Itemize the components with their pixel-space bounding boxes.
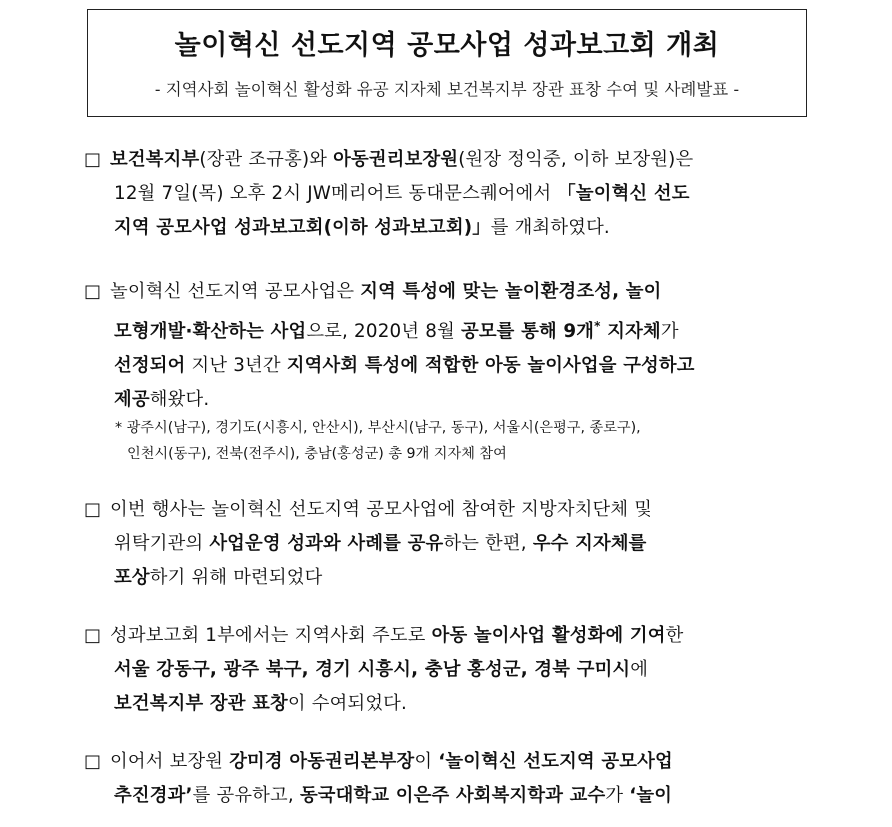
text-run: 아동권리보장원 <box>333 149 459 170</box>
page-title: 놀이혁신 선도지역 공모사업 성과보고회 개최 <box>174 30 720 61</box>
text-run: 추진경과’ <box>114 785 193 806</box>
bullet-box-icon: □ <box>84 625 102 646</box>
text-run: ‘놀이 <box>629 785 673 806</box>
text-run: 이번 행사는 놀이혁신 선도지역 공모사업에 참여한 지방자치단체 및 <box>110 499 653 520</box>
paragraph-line <box>84 687 814 721</box>
text-run: 사업운영 성과와 사례를 공유 <box>209 533 444 554</box>
text-run: 강미경 아동권리본부장 <box>229 751 415 772</box>
text-run: 이 <box>414 751 439 772</box>
paragraph-line <box>84 349 814 383</box>
text-run: 를 공유하고, <box>192 785 300 806</box>
text-run: 지역 특성에 맞는 놀이환경조성, 놀이 <box>360 281 662 302</box>
paragraph-line <box>84 745 814 779</box>
footnote-line: * 광주시(남구), 경기도(시흥시, 안산시), 부산시(남구, 동구), 서울시(은평구, 종로구), <box>115 420 641 436</box>
text-run: 를 개최하였다. <box>490 217 610 238</box>
footnote-line: 인천시(동구), 전북(전주시), 충남(홍성군) 총 9개 지자체 참여 <box>127 446 507 462</box>
paragraph-line <box>84 383 814 417</box>
text-run: 「놀이혁신 선도 <box>557 183 690 204</box>
paragraph-4 <box>84 619 814 721</box>
page-subtitle: - 지역사회 놀이혁신 활성화 유공 지자체 보건복지부 장관 표창 수여 및 사례발표 - <box>154 80 740 99</box>
paragraph-line <box>84 143 814 177</box>
text-run: 하기 위해 마련되었다 <box>149 567 323 588</box>
text-run: 이어서 보장원 <box>110 751 230 772</box>
title-box <box>87 9 807 117</box>
text-run: 12월 7일(목) 오후 2시 JW메리어트 동대문스퀘어에서 <box>114 183 558 204</box>
paragraph-5 <box>84 745 814 813</box>
text-run: 에 <box>630 659 649 680</box>
paragraph-line <box>84 211 814 245</box>
text-run: 아동 놀이사업 활성화에 기여 <box>431 625 666 646</box>
text-run: 가 <box>605 785 630 806</box>
text-run: 한 <box>665 625 684 646</box>
text-run: 지역 공모사업 성과보고회(이하 성과보고회)」 <box>114 217 491 238</box>
text-run: ‘놀이혁신 선도지역 공모사업 <box>438 751 673 772</box>
footnote <box>115 415 815 467</box>
text-run: 선정되어 <box>114 355 186 377</box>
paragraph-line <box>84 309 814 349</box>
paragraph-3 <box>84 493 814 595</box>
paragraph-line <box>84 619 814 653</box>
text-run: 위탁기관의 <box>114 533 210 554</box>
paragraph-line <box>84 275 814 309</box>
text-run: 지자체 <box>600 321 661 343</box>
text-run: 지역사회 특성에 적합한 아동 놀이사업을 구성하고 <box>286 355 695 377</box>
text-run: 모형개발·확산하는 사업 <box>114 321 307 343</box>
text-run: 보건복지부 장관 표창 <box>114 693 288 714</box>
bullet-box-icon: □ <box>84 281 102 302</box>
text-run: 서울 강동구, 광주 북구, 경기 시흥시, 충남 홍성군, 경북 구미시 <box>114 659 631 680</box>
bullet-box-icon: □ <box>84 499 102 520</box>
text-run: 가 <box>660 321 679 343</box>
paragraph-line <box>84 527 814 561</box>
text-run: 해왔다. <box>149 389 210 411</box>
text-run: 놀이혁신 선도지역 공모사업은 <box>110 281 361 302</box>
bullet-box-icon: □ <box>84 149 102 170</box>
paragraph-line <box>84 779 814 813</box>
paragraph-2 <box>84 275 814 417</box>
paragraph-line <box>84 493 814 527</box>
text-run: 이 수여되었다. <box>287 693 408 714</box>
paragraph-line <box>84 177 814 211</box>
text-run: 우수 지자체를 <box>532 533 647 554</box>
text-run: (장관 조규홍)와 <box>199 149 334 170</box>
paragraph-line <box>84 653 814 687</box>
text-run: 동국대학교 이은주 사회복지학과 교수 <box>299 785 606 806</box>
text-run: 하는 한편, <box>443 533 533 554</box>
text-run: 제공 <box>114 389 150 411</box>
bullet-box-icon: □ <box>84 751 102 772</box>
text-run: 성과보고회 1부에서는 지역사회 주도로 <box>110 625 432 646</box>
text-run: 보건복지부 <box>110 149 200 170</box>
text-run: * <box>594 319 601 333</box>
text-run: 지난 3년간 <box>185 355 287 377</box>
text-run: 공모를 통해 9개 <box>460 321 595 343</box>
text-run: 으로, 2020년 8월 <box>306 321 461 343</box>
text-run: (원장 정익중, 이하 보장원)은 <box>458 149 694 170</box>
paragraph-1 <box>84 143 814 245</box>
paragraph-line <box>84 561 814 595</box>
text-run: 포상 <box>114 567 150 588</box>
